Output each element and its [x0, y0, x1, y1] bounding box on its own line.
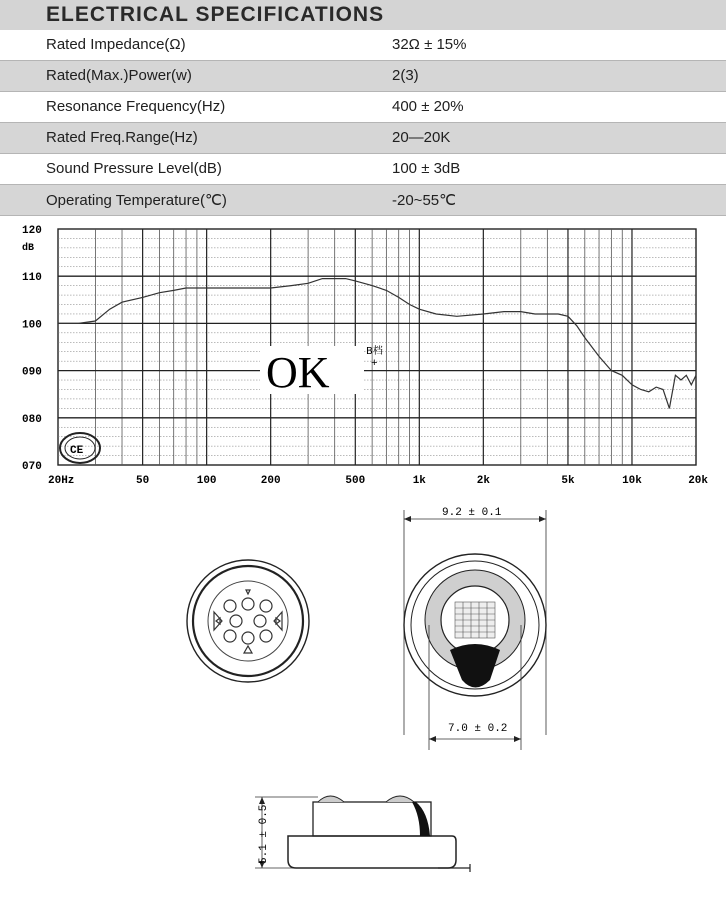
inner-diameter-dimension: 7.0 ± 0.2	[448, 723, 508, 735]
height-dimension: 5.1 ± 0.5	[258, 804, 270, 864]
y-tick-label: 090	[22, 366, 42, 379]
logo-text: CE	[70, 445, 84, 457]
spec-row	[0, 92, 726, 123]
spec-label: Sound Pressure Level(dB)	[46, 160, 222, 177]
y-axis-ticks	[22, 225, 42, 473]
center-grille	[455, 602, 495, 638]
spec-label: Rated Freq.Range(Hz)	[46, 129, 198, 146]
spec-row	[0, 61, 726, 92]
mechanical-drawing	[0, 490, 726, 900]
y-tick-label: 120	[22, 225, 42, 237]
x-tick-label: 100	[196, 475, 217, 487]
ok-annotation: OK	[266, 348, 330, 397]
x-tick-label: 200	[260, 475, 281, 487]
spec-table	[0, 30, 726, 216]
sound-hole-pattern	[214, 590, 282, 653]
y-tick-label: 080	[22, 413, 42, 426]
side-view	[255, 796, 470, 872]
spec-title: ELECTRICAL SPECIFICATIONS	[46, 3, 385, 26]
solder-terminal	[412, 802, 430, 836]
y-tick-label: 070	[22, 461, 42, 473]
spec-value: 400 ± 20%	[392, 98, 464, 115]
spec-value: 20—20K	[392, 129, 451, 146]
spec-row	[0, 30, 726, 61]
x-tick-label: 10k	[622, 475, 642, 487]
x-tick-label: 20Hz	[48, 475, 75, 487]
spec-value: 2(3)	[392, 67, 419, 84]
spec-row	[0, 123, 726, 154]
spec-value: 100 ± 3dB	[392, 160, 461, 177]
x-tick-label: 1k	[412, 475, 426, 487]
y-tick-label: 110	[22, 272, 42, 285]
spec-label: Rated(Max.)Power(w)	[46, 67, 192, 84]
spec-label: Operating Temperature(℃)	[46, 192, 227, 209]
x-tick-label: 2k	[476, 475, 490, 487]
x-tick-label: 500	[345, 475, 366, 487]
spec-value: 32Ω ± 15%	[392, 36, 467, 53]
x-tick-label: 20k	[688, 475, 708, 487]
y-axis-label: dB	[22, 243, 35, 254]
x-axis-ticks	[48, 475, 708, 487]
terminal-pad	[450, 644, 500, 688]
y-tick-label: 100	[22, 319, 42, 332]
outer-diameter-dimension: 9.2 ± 0.1	[442, 507, 502, 519]
x-tick-label: 5k	[561, 475, 575, 487]
plus-annotation: +	[371, 358, 378, 370]
spec-title-bar	[0, 0, 726, 30]
front-view	[187, 560, 309, 682]
x-tick-label: 50	[136, 475, 150, 487]
spec-row	[0, 154, 726, 185]
spec-value: -20~55℃	[392, 192, 456, 209]
back-view	[404, 507, 546, 750]
frequency-response-chart	[0, 212, 726, 490]
spec-label: Resonance Frequency(Hz)	[46, 98, 226, 115]
spec-label: Rated Impedance(Ω)	[46, 36, 186, 53]
b-grade-annotation: B档	[366, 346, 383, 357]
